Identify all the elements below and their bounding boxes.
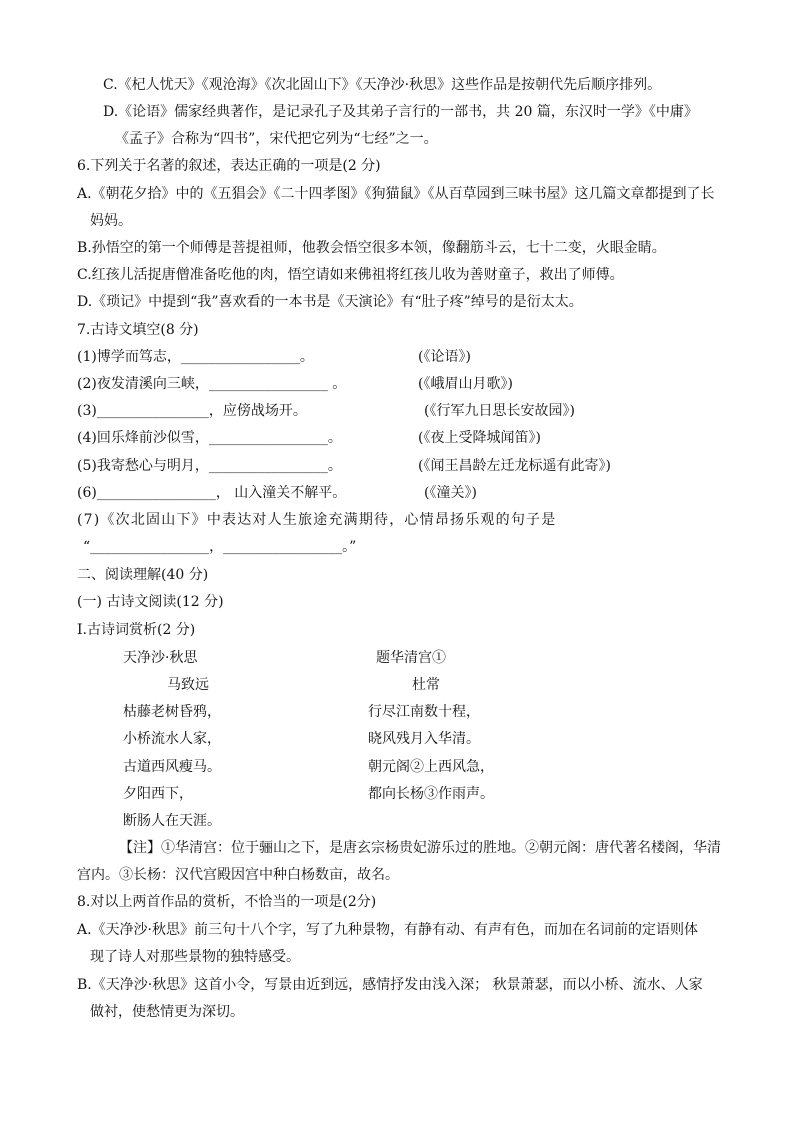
poem1-line-4: 夕阳西下， [123, 786, 193, 802]
poem2-title: 题华清宫① [376, 650, 446, 666]
note-line-1: 【注】①华清宫：位于骊山之下，是唐玄宗杨贵妃游乐过的胜地。②朝元阁：唐代著名楼阁，华清 [119, 840, 721, 856]
poem1-line-5: 断肠人在天涯。 [123, 813, 221, 829]
q7-item-1: (1)博学而笃志，_________________。 [77, 349, 314, 365]
q7-item-1-source: (《论语》) [418, 349, 471, 365]
poem1-title: 天净沙·秋思 [123, 650, 198, 666]
q5-option-d-line2: 《孟子》合称为“四书”，宋代把它列为“七经”之一。 [115, 131, 438, 147]
q8-option-a-line2: 现了诗人对那些景物的独特感受。 [90, 949, 300, 965]
q7-item-4-source: (《夜上受降城闻笛》) [418, 430, 541, 446]
poem1-line-1: 枯藤老树昏鸦， [123, 704, 221, 720]
poem1-author: 马致远 [167, 677, 209, 693]
poem2-author: 杜常 [412, 677, 440, 693]
q7-item-7-line2: “_________________，_________________。” [83, 539, 357, 555]
poem2-line-2: 晓风残月入华清。 [368, 731, 480, 747]
poem2-line-1: 行尽江南数十程， [368, 704, 480, 720]
q7-stem: 7.古诗文填空(8 分) [77, 322, 199, 338]
q6-option-b: B.孙悟空的第一个师傅是菩提祖师，他教会悟空很多本领，像翻筋斗云，七十二变，火眼金睛。 [77, 240, 666, 256]
poem2-line-3: 朝元阁②上西风急， [368, 759, 494, 775]
poem1-line-3: 古道西风瘦马。 [123, 759, 221, 775]
q7-item-4: (4)回乐烽前沙似雪，_________________。 [77, 430, 342, 446]
q6-option-a-line1: A.《朝花夕拾》中的《五猖会》《二十四孝图》《狗猫鼠》《从百草园到三味书屋》这几篇文章都提到了长 [77, 186, 715, 202]
q7-item-6-source: (《潼关》) [424, 485, 477, 501]
q8-option-a-line1: A.《天净沙·秋思》前三句十八个字，写了九种景物，有静有动、有声有色，而加在名词前的定语则体 [77, 922, 699, 938]
q6-option-c: C.红孩儿活捉唐僧准备吃他的肉，悟空请如来佛祖将红孩儿收为善财童子，救出了师傅。 [77, 267, 624, 283]
subsection-1a-title: Ⅰ.古诗词赏析(2 分) [77, 622, 196, 638]
q7-item-5-source: (《闻王昌龄左迁龙标遥有此寄》) [418, 458, 611, 474]
q7-item-6: (6)_________________， 山入潼关不解平。 [77, 485, 347, 501]
q7-item-2: (2)夜发清溪向三峡，_________________ 。 [77, 376, 347, 392]
q8-option-b-line1: B.《天净沙·秋思》这首小令，写景由近到远，感情抒发由浅入深； 秋景萧瑟，而以小桥、流水、人家 [77, 977, 703, 993]
q5-option-d-line1: D.《论语》儒家经典著作，是记录孔子及其弟子言行的一部书，共 20 篇，东汉时一学》《中庸》 [103, 104, 698, 120]
q7-item-5: (5)我寄愁心与明月，_________________。 [77, 458, 342, 474]
q7-item-2-source: (《峨眉山月歌》) [418, 376, 513, 392]
q7-item-3-source: (《行军九日思长安故园》) [424, 403, 575, 419]
q7-item-7-line1: (7)《次北固山下》中表达对人生旅途充满期待，心情昂扬乐观的句子是 [77, 512, 557, 528]
q6-stem: 6.下列关于名著的叙述，表达正确的一项是(2 分) [77, 158, 381, 174]
q5-option-c: C.《杞人忧天》《观沧海》《次北固山下》《天净沙·秋思》这些作品是按朝代先后顺序排列。 [103, 77, 662, 93]
q8-stem: 8.对以上两首作品的赏析，不恰当的一项是(2分) [77, 894, 377, 910]
section-2-title: 二、阅读理解(40 分) [77, 567, 209, 583]
poem2-line-4: 都向长杨③作雨声。 [368, 786, 494, 802]
q6-option-a-line2: 妈妈。 [90, 213, 132, 229]
note-line-2: 宫内。③长杨：汉代宫殿因宫中种白杨数亩，故名。 [77, 867, 399, 883]
q8-option-b-line2: 做衬，使愁情更为深切。 [90, 1004, 244, 1020]
q6-option-d: D.《琐记》中提到“我”喜欢看的一本书是《天演论》有“肚子疼”绰号的是衍太太。 [77, 294, 583, 310]
q7-item-3: (3)________________，应傍战场开。 [77, 403, 307, 419]
subsection-1-title: (一) 古诗文阅读(12 分) [77, 594, 224, 610]
poem1-line-2: 小桥流水人家， [123, 731, 221, 747]
